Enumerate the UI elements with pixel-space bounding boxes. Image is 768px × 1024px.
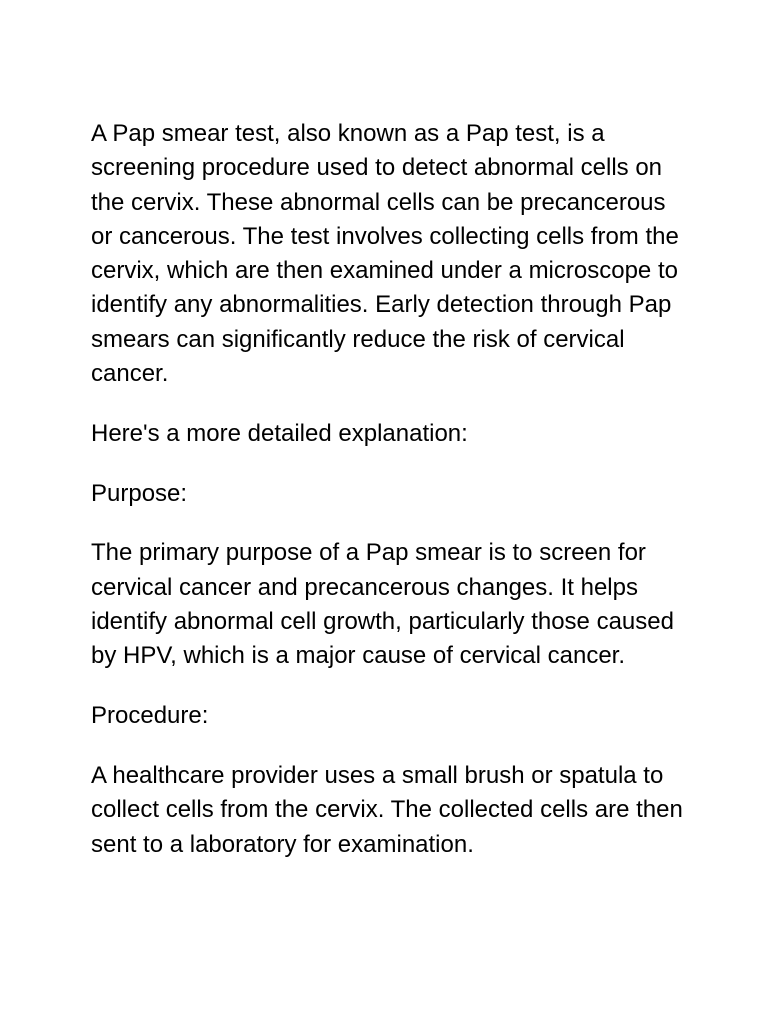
procedure-heading: Procedure: [91,702,209,730]
procedure-paragraph: A healthcare provider uses a small brush or spatula to collect cells from the cervix. The collected cells are then sent to a laboratory for examination. [91,761,683,858]
purpose-heading: Purpose: [91,479,188,507]
purpose-paragraph: The primary purpose of a Pap smear is to screen for cervical cancer and precancerous changes. It helps identify abnormal cell growth, particularly those caused by HPV, which is a major cause of cervical cancer. [91,539,674,670]
document-body [91,117,691,887]
explanation-lead: Here's a more detailed explanation: [91,419,468,447]
intro-paragraph: A Pap smear test, also known as a Pap test, is a screening procedure used to detect abnormal cells on the cervix. These abnormal cells can be precancerous or cancerous. The test involves collecting cells from the cervix, which are then examined under a microscope to identify any abnormalities. Early detection through Pap smears can significantly reduce the risk of cervical cancer. [91,120,679,388]
